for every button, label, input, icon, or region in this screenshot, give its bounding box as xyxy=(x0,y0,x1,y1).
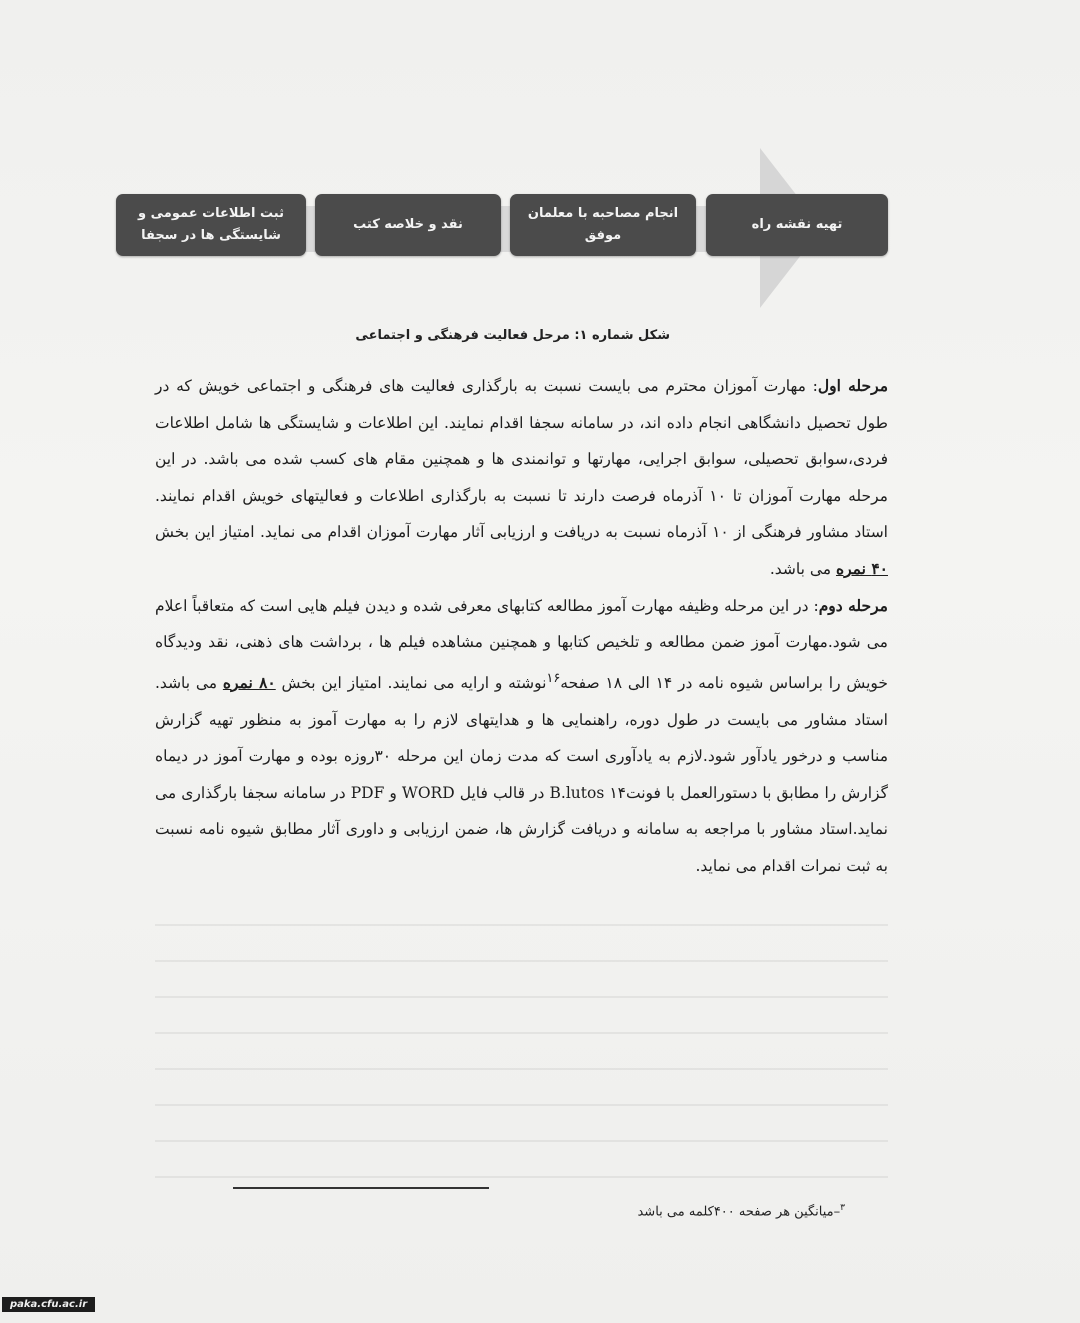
stage-one-text: : مهارت آموزان محترم می بایست نسبت به بارگذاری فعالیت های فرهنگی و اجتماعی خویش که در طول تحصیل دانشگاهی انجام داده اند، در سامانه سجفا اقدام نمایند. این اطلاعات و شایستگی ها شامل اطلاعات فردی،سوابق تحصیلی، سوابق اجرایی، مهارتها و توانمندی ها و همچنین مقام های کسب شده می باشد. در این مرحله مهارت آموزان تا ۱۰ آذرماه فرصت دارند تا نسبت به بارگذاری اطلاعات و فعالیتهای خویش اقدام نمایند. استاد مشاور فرهنگی از ۱۰ آذرماه نسبت به دریافت و ارزیابی آثار مهارت آموزان اقدام می نماید. امتیاز این بخش xyxy=(155,377,888,542)
step-label: تهیه نقشه راه xyxy=(751,217,843,232)
stage-one-text-end: می باشد. xyxy=(769,559,836,578)
stage-one-score: ۴۰ نمره xyxy=(835,558,888,578)
paragraph-stage-two xyxy=(155,588,888,885)
footnote-text: –میانگین هر صفحه ۴۰۰کلمه می باشد xyxy=(637,1204,841,1220)
footnote-marker: ۳ xyxy=(840,1203,845,1213)
stage-two-heading: مرحله دوم xyxy=(818,595,888,615)
stage-two-score: ۸۰ نمره xyxy=(222,672,276,692)
stage-two-text-mid: نوشته و ارایه می نمایند. امتیاز این بخش xyxy=(275,673,547,692)
bleed-through-texture xyxy=(155,910,888,1180)
step-interview xyxy=(510,194,696,256)
step-label: ثبت اطلاعات عمومی و شایستگی ها در سجفا xyxy=(138,206,284,243)
step-register-info xyxy=(116,194,306,256)
stage-one-heading: مرحله اول xyxy=(817,376,888,395)
body-text xyxy=(155,368,888,884)
step-label: نقد و خلاصه کتب xyxy=(353,217,463,232)
step-book-review xyxy=(315,194,501,256)
step-roadmap xyxy=(706,194,888,256)
stage-two-text-end: می باشد. استاد مشاور می بایست در طول دوره، راهنمایی ها و هدایتهای لازم را به مهارت آموز به منظور تهیه گزارش مناسب و درخور یادآور شود.لازم به یادآوری است که مدت زمان این مرحله ۳۰روزه بوده و مهارت آموز در دیماه گزارش را مطابق با دستورالعمل با فونت۱۴ B.lutos در قالب فایل WORD و PDF در سامانه سجفا بارگذاری می نماید.استاد مشاور با مراجعه به سامانه و دریافت گزارش ها، ضمن ارزیابی و داوری آثار مطابق شیوه نامه نسبت به ثبت نمرات اقدام می نماید. xyxy=(155,673,888,875)
footnote-divider xyxy=(233,1187,489,1189)
step-label: انجام مصاحبه با معلمان موفق xyxy=(527,206,679,243)
stage-two-text: : در این مرحله وظیفه مهارت آموز مطالعه کتابهای معرفی شده و دیدن فیلم هایی است که متعاقباً اعلام می شود.مهارت آموز ضمن مطالعه و تلخیص کتابها و همچنین مشاهده فیلم ها ، برداشت های ذهنی، نقد ودیدگاه خویش را براساس شیوه نامه در ۱۴ الی ۱۸ صفحه xyxy=(155,596,888,692)
figure-caption: شکل شماره ۱: مرحل فعالیت فرهنگی و اجتماعی xyxy=(355,328,670,343)
footnote xyxy=(480,1203,845,1219)
paragraph-stage-one xyxy=(155,368,888,588)
site-watermark: paka.cfu.ac.ir xyxy=(2,1297,95,1312)
footnote-reference: ۱۶ xyxy=(546,670,561,686)
